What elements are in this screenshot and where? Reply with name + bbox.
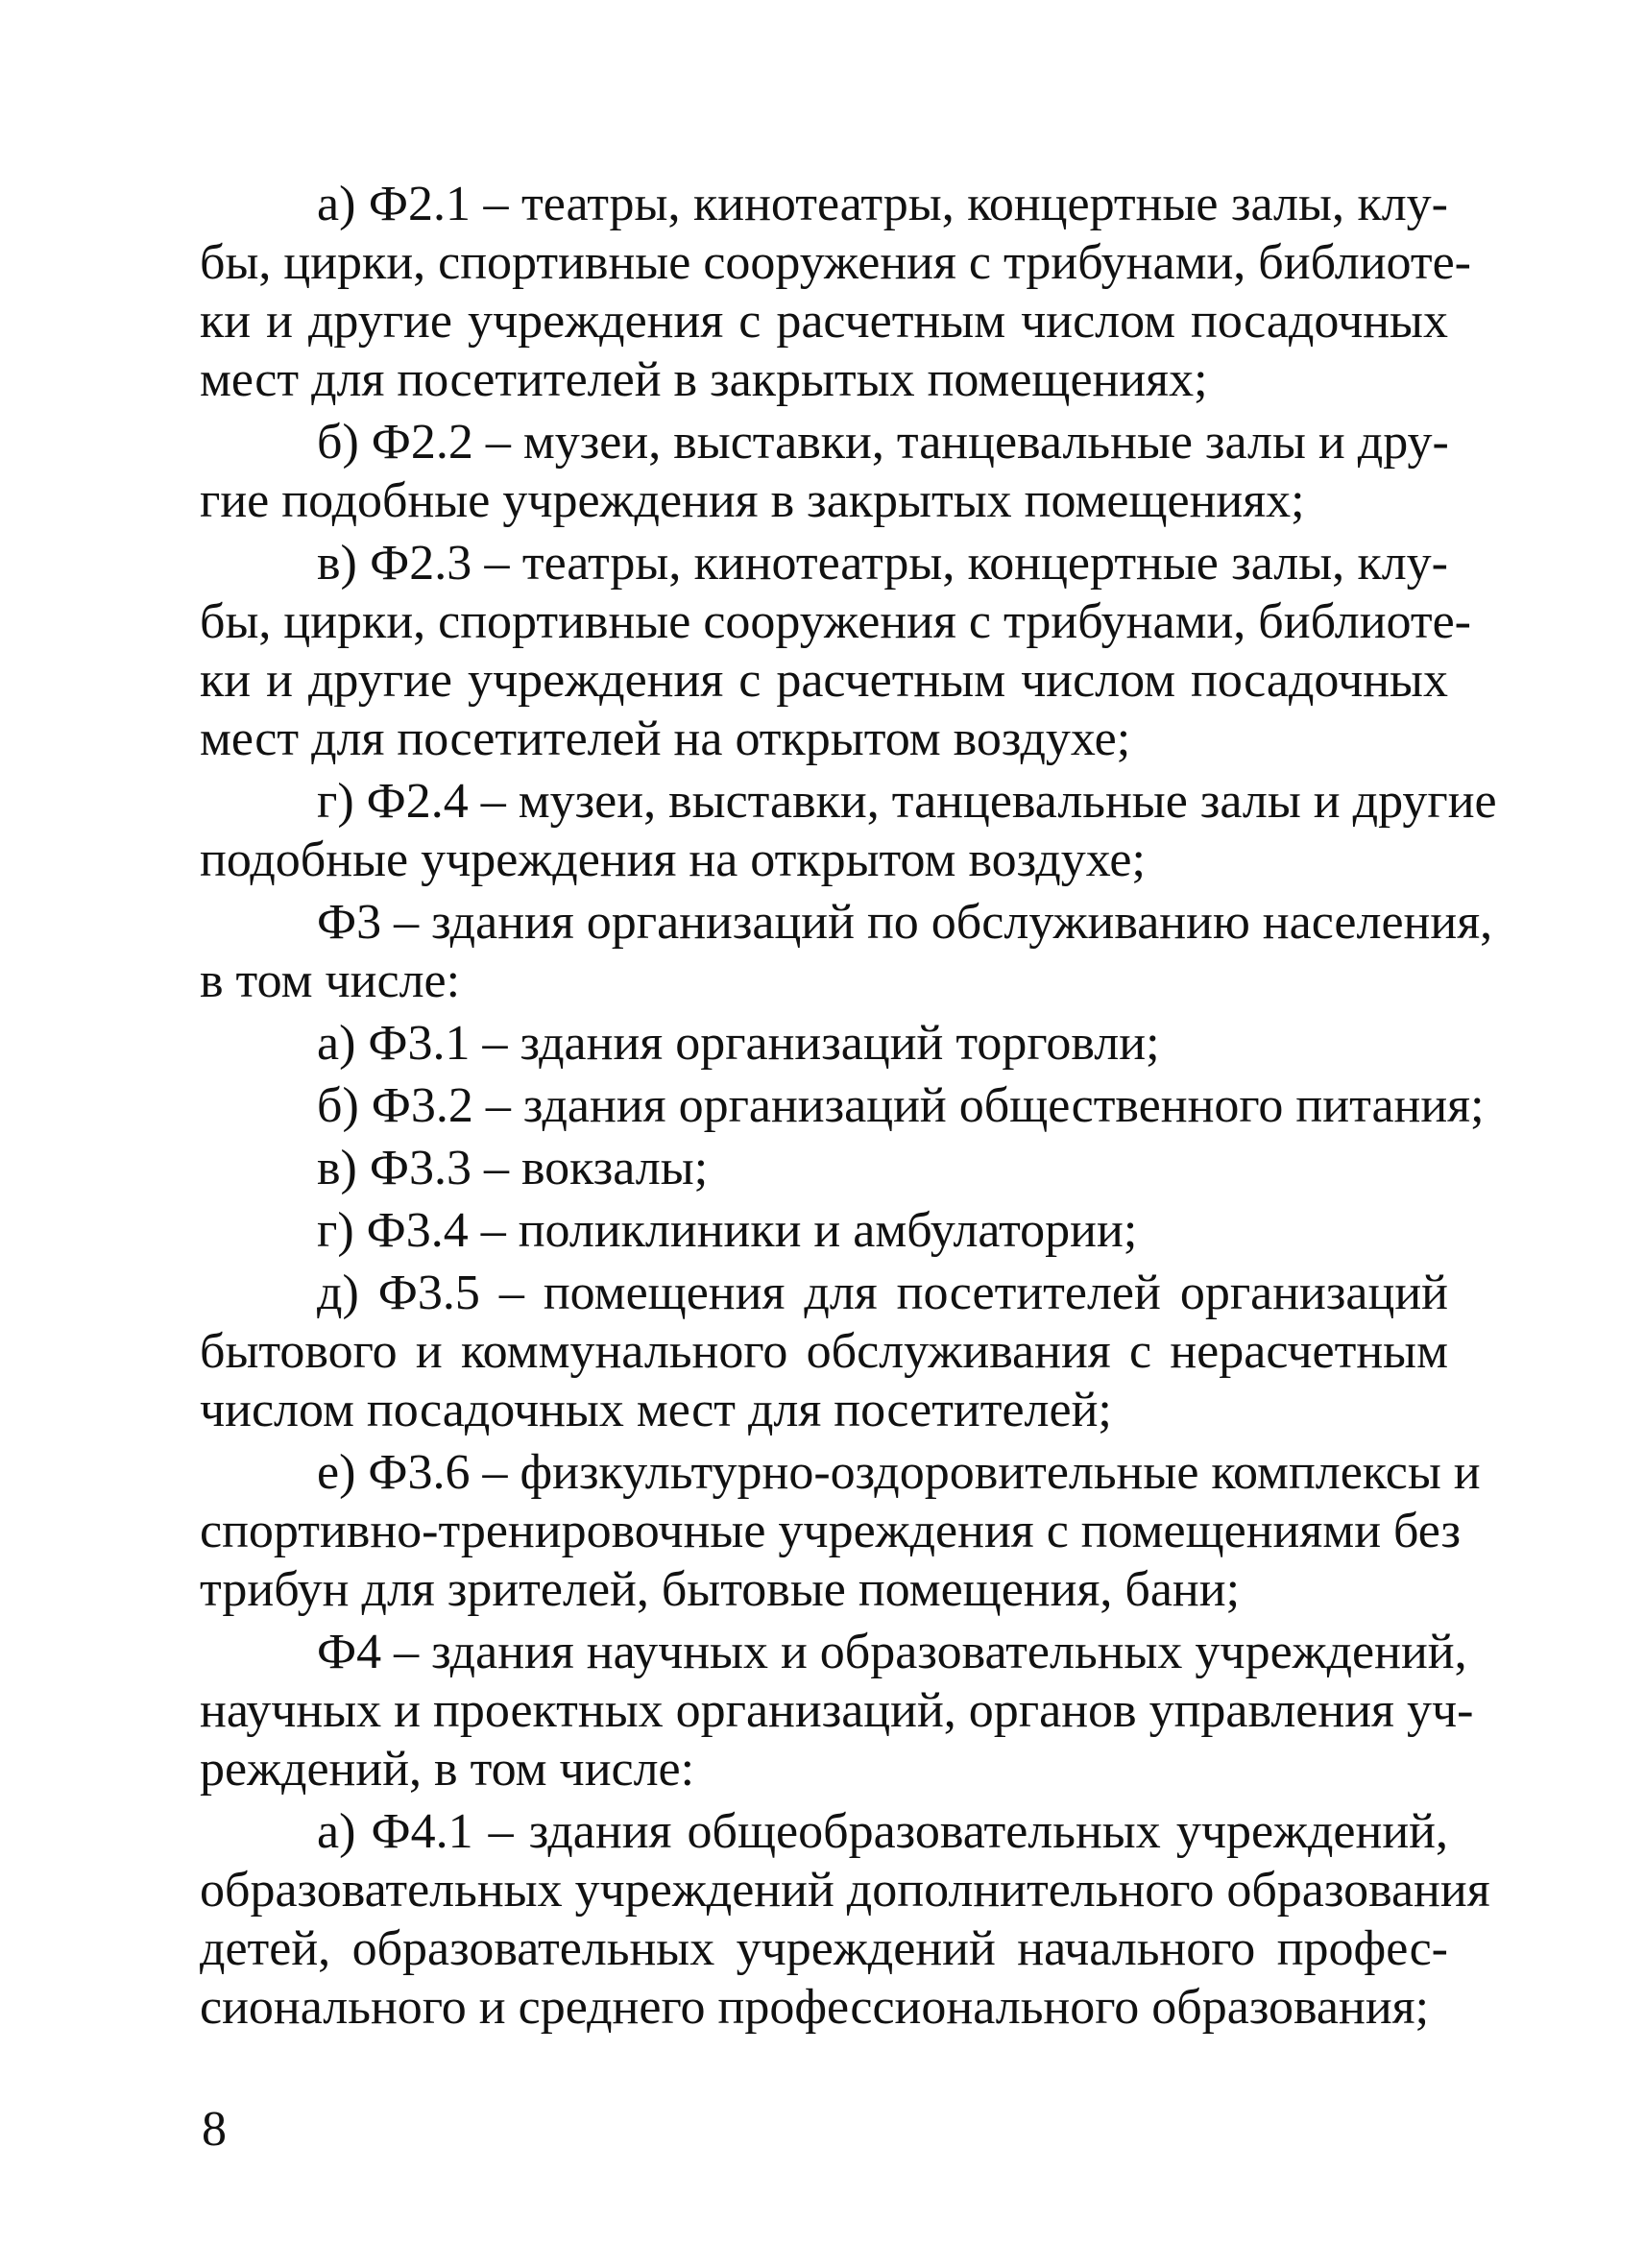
text-line: в) Ф2.3 – театры, кинотеатры, концертные залы, клу- xyxy=(317,536,1448,591)
text-line: научных и проектных организаций, органов управления уч- xyxy=(200,1683,1474,1738)
text-line: числом посадочных мест для посетителей; xyxy=(200,1383,1112,1437)
text-line: Ф4 – здания научных и образовательных учреждений, xyxy=(317,1625,1467,1679)
text-line: б) Ф2.2 – музеи, выставки, танцевальные залы и дру- xyxy=(317,415,1449,470)
paragraph-f4-1 xyxy=(200,1802,1490,2037)
text-line: бытового и коммунального обслуживания с нерасчетным xyxy=(200,1324,1448,1379)
text-line: образовательных учреждений дополнительного образования xyxy=(200,1863,1490,1918)
paragraph-f3-2 xyxy=(200,1076,1485,1135)
text-line: в том числе: xyxy=(200,953,461,1008)
paragraph-f3 xyxy=(200,893,1493,1010)
document-page-body xyxy=(200,175,1497,2037)
text-line: Ф3 – здания организаций по обслуживанию населения, xyxy=(317,895,1493,950)
text-line: е) Ф3.6 – физкультурно-оздоровительные комплексы и xyxy=(317,1445,1481,1500)
text-line: а) Ф4.1 – здания общеобразовательных учреждений, xyxy=(317,1804,1448,1859)
paragraph-f3-3 xyxy=(200,1139,1448,1197)
text-line: гие подобные учреждения в закрытых помещениях; xyxy=(200,473,1305,528)
text-line: г) Ф2.4 – музеи, выставки, танцевальные залы и другие xyxy=(317,774,1497,829)
text-line: а) Ф2.1 – театры, кинотеатры, концертные залы, клу- xyxy=(317,177,1448,231)
text-line: ки и другие учреждения с расчетным числом посадочных xyxy=(200,653,1448,708)
paragraph-f3-6 xyxy=(200,1443,1481,1619)
paragraph-f2-1 xyxy=(200,175,1471,409)
text-line: д) Ф3.5 – помещения для посетителей организаций xyxy=(317,1266,1448,1320)
page-number: 8 xyxy=(202,2102,227,2157)
text-line: реждений, в том числе: xyxy=(200,1742,695,1797)
text-line: мест для посетителей на открытом воздухе; xyxy=(200,712,1131,766)
text-line: сионального и среднего профессионального образования; xyxy=(200,1980,1430,2035)
text-line: а) Ф3.1 – здания организаций торговли; xyxy=(317,1016,1160,1071)
paragraph-f3-4 xyxy=(200,1201,1448,1260)
text-line: детей, образовательных учреждений начального профес- xyxy=(200,1921,1448,1976)
text-line: мест для посетителей в закрытых помещениях; xyxy=(200,352,1208,407)
text-line: б) Ф3.2 – здания организаций общественного питания; xyxy=(317,1078,1485,1133)
text-line: г) Ф3.4 – поликлиники и амбулатории; xyxy=(317,1203,1138,1258)
paragraph-f4 xyxy=(200,1623,1474,1798)
paragraph-f3-1 xyxy=(200,1014,1448,1073)
paragraph-f2-2 xyxy=(200,413,1448,530)
paragraph-f3-5 xyxy=(200,1264,1448,1439)
text-line: бы, цирки, спортивные сооружения с трибунами, библиоте- xyxy=(200,594,1471,649)
text-line: подобные учреждения на открытом воздухе; xyxy=(200,832,1146,887)
text-line: бы, цирки, спортивные сооружения с трибунами, библиоте- xyxy=(200,235,1471,290)
text-line: в) Ф3.3 – вокзалы; xyxy=(317,1141,709,1195)
text-line: трибун для зрителей, бытовые помещения, бани; xyxy=(200,1562,1241,1617)
text-line: ки и другие учреждения с расчетным числом посадочных xyxy=(200,294,1448,349)
paragraph-f2-3 xyxy=(200,534,1471,768)
text-line: спортивно-тренировочные учреждения с помещениями без xyxy=(200,1504,1462,1558)
paragraph-f2-4 xyxy=(200,772,1497,889)
